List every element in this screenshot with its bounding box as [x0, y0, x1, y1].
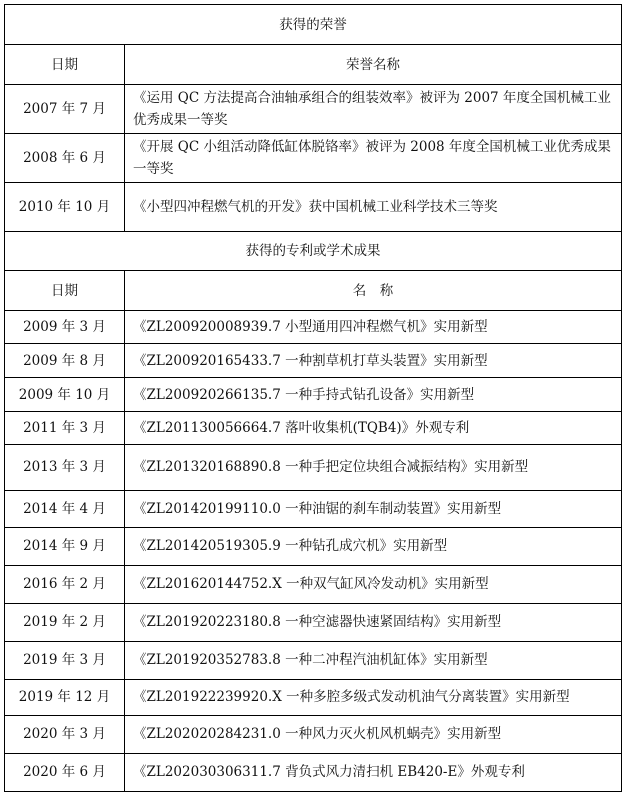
patent-date: 2019 年 2 月	[5, 603, 125, 641]
honors-section-row	[5, 5, 622, 45]
patent-date: 2009 年 10 月	[5, 378, 125, 412]
patent-name: 《ZL201922239920.X 一种多腔多级式发动机油气分离装置》实用新型	[125, 679, 622, 715]
table-row	[5, 641, 622, 679]
table-row	[5, 445, 622, 490]
honor-date: 2007 年 7 月	[5, 85, 125, 134]
patent-name: 《ZL200920165433.7 一种割草机打草头装置》实用新型	[125, 344, 622, 378]
honor-name: 《运用 QC 方法提高合油轴承组合的组装效率》被评为 2007 年度全国机械工业优秀成果一等奖	[125, 85, 622, 134]
table-row	[5, 183, 622, 232]
patent-name: 《ZL201320168890.8 一种手把定位块组合减振结构》实用新型	[125, 445, 622, 490]
honor-name: 《开展 QC 小组活动降低缸体脱铬率》被评为 2008 年度全国机械工业优秀成果一等奖	[125, 134, 622, 183]
patents-header-date: 日期	[5, 271, 125, 311]
honor-name: 《小型四冲程燃气机的开发》获中国机械工业科学技术三等奖	[125, 183, 622, 232]
patent-date: 2009 年 8 月	[5, 344, 125, 378]
patents-header-row	[5, 271, 622, 311]
patent-date: 2009 年 3 月	[5, 311, 125, 344]
honor-date: 2008 年 6 月	[5, 134, 125, 183]
patent-name: 《ZL201130056664.7 落叶收集机(TQB4)》外观专利	[125, 412, 622, 445]
table-row	[5, 715, 622, 753]
patent-name: 《ZL200920266135.7 一种手持式钻孔设备》实用新型	[125, 378, 622, 412]
patent-date: 2014 年 9 月	[5, 527, 125, 565]
table-row	[5, 134, 622, 183]
table-row	[5, 753, 622, 791]
honors-header-row	[5, 45, 622, 85]
patent-date: 2020 年 6 月	[5, 753, 125, 791]
honor-date: 2010 年 10 月	[5, 183, 125, 232]
patent-name: 《ZL202020284231.0 一种风力灭火机风机蜗壳》实用新型	[125, 715, 622, 753]
honors-patents-table	[4, 4, 622, 792]
table-row	[5, 527, 622, 565]
patent-name: 《ZL201420519305.9 一种钻孔成穴机》实用新型	[125, 527, 622, 565]
patent-name: 《ZL201920223180.8 一种空滤器快速紧固结构》实用新型	[125, 603, 622, 641]
honors-header-date: 日期	[5, 45, 125, 85]
table-row	[5, 344, 622, 378]
table-row	[5, 85, 622, 134]
patents-section-row	[5, 232, 622, 271]
honors-section-title: 获得的荣誉	[5, 5, 622, 45]
table-row	[5, 490, 622, 527]
patent-date: 2014 年 4 月	[5, 490, 125, 527]
patent-date: 2016 年 2 月	[5, 565, 125, 603]
patent-date: 2020 年 3 月	[5, 715, 125, 753]
patent-name: 《ZL202030306311.7 背负式风力清扫机 EB420-E》外观专利	[125, 753, 622, 791]
table-row	[5, 311, 622, 344]
patent-name: 《ZL201420199110.0 一种油锯的刹车制动装置》实用新型	[125, 490, 622, 527]
patent-date: 2011 年 3 月	[5, 412, 125, 445]
patents-header-name: 名 称	[125, 271, 622, 311]
table-row	[5, 378, 622, 412]
patent-date: 2019 年 3 月	[5, 641, 125, 679]
honors-header-name: 荣誉名称	[125, 45, 622, 85]
patent-name: 《ZL200920008939.7 小型通用四冲程燃气机》实用新型	[125, 311, 622, 344]
table-row	[5, 679, 622, 715]
patent-name: 《ZL201920352783.8 一种二冲程汽油机缸体》实用新型	[125, 641, 622, 679]
table-row	[5, 412, 622, 445]
patent-name: 《ZL201620144752.X 一种双气缸风冷发动机》实用新型	[125, 565, 622, 603]
patents-section-title: 获得的专利或学术成果	[5, 232, 622, 271]
patent-date: 2013 年 3 月	[5, 445, 125, 490]
table-row	[5, 565, 622, 603]
patent-date: 2019 年 12 月	[5, 679, 125, 715]
table-row	[5, 603, 622, 641]
